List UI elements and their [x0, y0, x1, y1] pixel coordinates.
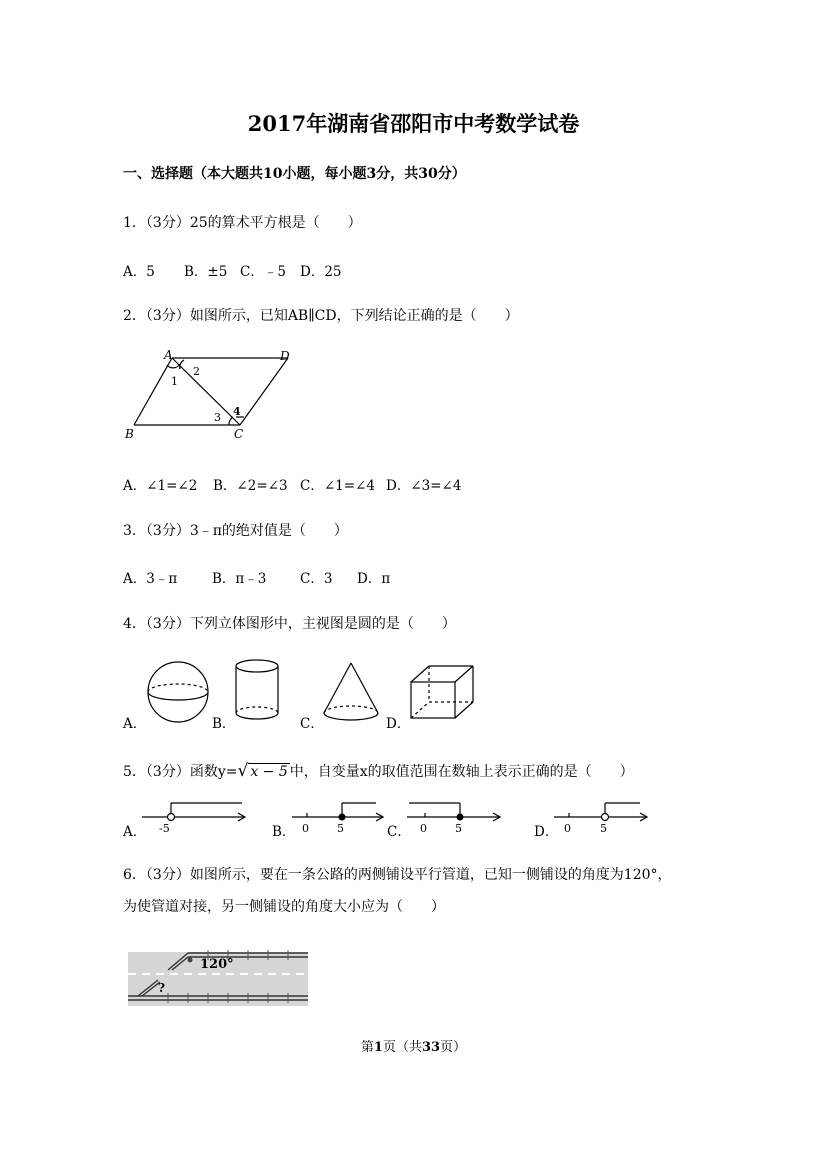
number-line-d: [552, 800, 652, 836]
parallelogram-figure: [120, 345, 300, 445]
question-6-stem-line2: 为使管道对接，另一侧铺设的角度大小应为（ ）: [123, 899, 445, 915]
footer-total-pages: 33: [421, 1040, 441, 1055]
angle-120-label: 120°: [200, 957, 234, 972]
vertex-b-label: B: [125, 427, 134, 441]
axis-c-zero: 0: [420, 822, 427, 835]
q5-option-a: A．: [123, 824, 147, 840]
axis-b-five: 5: [337, 822, 344, 835]
q1-option-d: D．25: [300, 264, 342, 280]
axis-d-five: 5: [600, 822, 607, 835]
q4-option-b: B．: [212, 716, 236, 732]
angle-2-label: 2: [193, 365, 200, 378]
q3-option-d: D．π: [357, 571, 391, 587]
footer-post: 页）: [440, 1040, 467, 1055]
sqrt-expression: √ x − 5: [237, 761, 288, 781]
question-5-stem: [123, 761, 634, 781]
cylinder-figure: [232, 658, 286, 724]
angle-4-label: 4: [233, 405, 241, 418]
q5-stem-pre: 5．（3分）函数y=: [123, 764, 238, 780]
number-line-b: [290, 800, 390, 836]
page-footer: [0, 1036, 827, 1055]
q1-option-a: A．5: [123, 264, 155, 280]
q3-option-b: B．π﹣3: [212, 571, 267, 587]
axis-a-label: -5: [159, 822, 170, 835]
axis-c-five: 5: [455, 822, 462, 835]
unknown-angle-label: ?: [158, 981, 166, 995]
angle-1-label: 1: [171, 375, 178, 388]
question-4-stem: 4．（3分）下列立体图形中，主视图是圆的是（ ）: [123, 616, 456, 632]
q3-option-c: C．3: [300, 571, 333, 587]
q5-option-c: C．: [387, 824, 411, 840]
question-2-stem: 2．（3分）如图所示，已知AB∥CD，下列结论正确的是（ ）: [123, 308, 519, 324]
axis-d-zero: 0: [564, 822, 571, 835]
number-line-a: [140, 800, 250, 836]
vertex-a-label: A: [164, 348, 173, 362]
sphere-figure: [145, 660, 215, 728]
q2-option-a: A．∠1=∠2: [123, 478, 198, 494]
q5-stem-post: 中，自变量x的取值范围在数轴上表示正确的是（ ）: [289, 764, 634, 780]
footer-page-number: 1: [373, 1040, 383, 1055]
q5-option-b: B．: [272, 824, 296, 840]
question-3-stem: 3．（3分）3﹣π的绝对值是（ ）: [123, 523, 348, 539]
page-title: 2017年湖南省邵阳市中考数学试卷: [247, 111, 580, 136]
q1-option-b: B．±5: [184, 264, 228, 280]
q3-option-a: A．3﹣π: [123, 571, 178, 587]
q2-option-b: B．∠2=∠3: [213, 478, 288, 494]
section-heading: 一、选择题（本大题共10小题，每小题3分，共30分）: [123, 166, 466, 182]
q4-option-d: D．: [386, 716, 411, 732]
angle-3-label: 3: [214, 411, 221, 424]
q5-option-d: D．: [534, 824, 559, 840]
cuboid-figure: [407, 662, 477, 722]
road-pipe-figure: [128, 942, 308, 1006]
q4-option-c: C．: [300, 716, 324, 732]
q5-radicand: x − 5: [250, 764, 288, 780]
q2-option-c: C．∠1=∠4: [300, 478, 375, 494]
q1-option-c: C．﹣5: [240, 264, 286, 280]
q4-option-a: A．: [123, 716, 147, 732]
cone-figure: [320, 660, 382, 724]
axis-b-zero: 0: [302, 822, 309, 835]
question-1-stem: 1．（3分）25的算术平方根是（ ）: [123, 215, 362, 231]
footer-pre: 第: [360, 1040, 374, 1055]
number-line-c: [405, 800, 505, 836]
q2-option-d: D．∠3=∠4: [386, 478, 462, 494]
vertex-d-label: D: [280, 349, 290, 363]
footer-mid: 页（共: [382, 1040, 422, 1055]
question-6-stem-line1: 6．（3分）如图所示，要在一条公路的两侧铺设平行管道，已知一侧铺设的角度为120°，: [123, 867, 672, 883]
vertex-c-label: C: [234, 427, 244, 441]
